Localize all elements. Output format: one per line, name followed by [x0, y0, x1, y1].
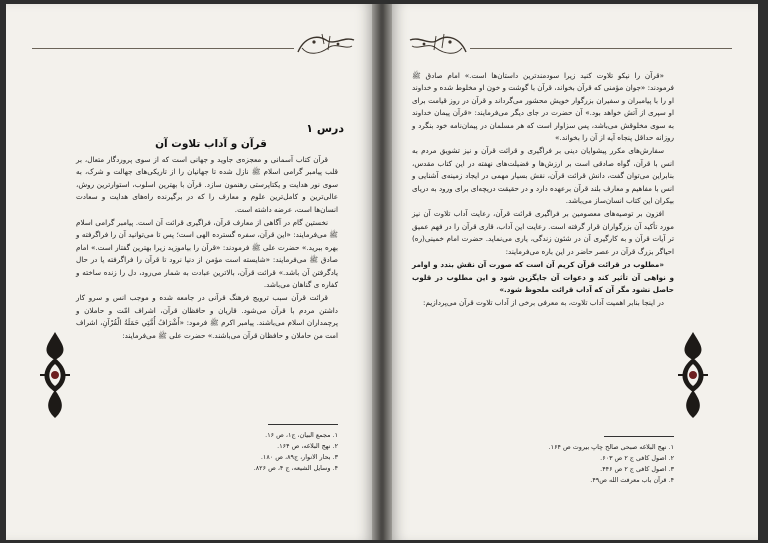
footnote: ۲. اصول کافی ج ۲ ص ۶۰۳. — [600, 454, 674, 462]
right-page — [392, 4, 758, 540]
footnote: ۳. اصول کافی ج ۲ ص ۴۴۶. — [600, 465, 674, 473]
paragraph: نخستین گام در آگاهی از معارف قرآن، فراگیری قرائت آن است. پیامبر گرامی اسلام ﷺ می‌فرمایند: «این قرآن، سفره گسترده الهی است؛ پس تا می‌توانید آن را فراگرفته و بهره ببرید.» حضرت علی ﷺ فرمودند: «قرآن را بیاموزید زیرا بهترین گفتار است.» امام صادق ﷺ می‌فرمایند: «شایسته است مؤمن از دنیا نرود تا قرآن را فراگرفته یا در حال یادگرفتن آن باشد.» قرائت قرآن، بالاترین عبادت به شمار می‌رود، دل را زنده ساخته و کفاره ی گناهان می‌باشد. — [76, 218, 338, 290]
calligraphy-header-ornament — [406, 30, 470, 60]
footnote-rule — [604, 436, 674, 437]
book-gutter — [372, 4, 392, 540]
footnote: ۴. قرآن باب معرفت الله ص۴۹. — [590, 476, 674, 484]
header-rule — [32, 48, 294, 49]
lesson-number: درس ۱ — [306, 122, 344, 135]
left-footnotes — [166, 430, 338, 474]
floral-margin-ornament — [676, 330, 710, 420]
calligraphy-header-ornament — [294, 30, 358, 60]
bold-quote: «مطلوب در قرائت قرآن کریم آن است که صورت آن نقش بندد و اوامر و نواهی آن تأثیر کند و دعوات آن جایگزین شود و این مطلوب در قلوب حاصل نشود مگر آن که آداب قرائت ملحوظ شود.» — [412, 260, 674, 294]
paragraph: قرائت قرآن سبب ترویج فرهنگ قرآنی در جامعه شده و موجب انس و سرو کار داشتن مردم با قرآن می‌شود. قاریان و حافظان قرآن، اشراف امّت و حاملان و پرچمداران اسلام می‌باشند. پیامبر اکرم ﷺ فرمود: «أَشْرَافُ أُمَّتِي حَمَلَةُ الْقُرْآنِ، اشراف امت من حاملان و حافظان قرآن می‌باشند.» حضرت علی ﷺ می‌فرمایند: — [76, 293, 338, 340]
left-body-text — [76, 154, 338, 343]
lesson-title: قرآن و آداب تلاوت آن — [155, 138, 267, 150]
right-body-text — [412, 70, 674, 311]
footnote: ۱. مجمع البیان، ج۱، ص ۱۶. — [265, 431, 338, 439]
footnote-rule — [268, 424, 338, 425]
left-page — [6, 4, 372, 540]
footnote: ۴. وسایل الشیعه، ج ۴، ص ۸۲۶. — [253, 464, 338, 472]
right-footnotes — [502, 442, 674, 486]
header-rule — [470, 48, 732, 49]
paragraph: سفارش‌های مکرر پیشوایان دینی بر فراگیری و قرائت قرآن و نیز تشویق مردم به انس با قرآن، گواه صادقی است بر ارزش‌ها و فضیلت‌های نهفته در این کتاب مقدس، بنابراین می‌توان گفت، دانش قرائت قرآن، نقش بسیار مهمی در ایجاد زمینه‌ی آشنایی و انس با مفاهیم و معارف بلند قرآن برعهده دارد و در حقیقت دریچه‌ای برای ورود به دریای بیکران این کتاب انسان‌ساز می‌باشد. — [412, 146, 674, 206]
paragraph: قرآن کتاب آسمانی و معجزه‌ی جاوید و جهانی است که از سوی پروردگار متعال، بر قلب پیامبر گرامی اسلام ﷺ نازل شده تا جهانیان را از تاریکی‌های جهالت و شرک، به سوی نور هدایت و یکتاپرستی رهنمون سازد. قرآن با بهترین اسلوب، استوارترین روش، عالی‌ترین و کامل‌ترین علوم و معارف را که در برگیرنده راه‌های هدایت و سعادت انسان‌ها است، عرضه داشته است. — [76, 155, 338, 214]
footnote: ۱. نهج البلاغه صبحی صالح چاپ بیروت ص ۱۶۴. — [548, 443, 674, 451]
floral-margin-ornament — [38, 330, 72, 420]
footnote: ۲. نهج البلاغه، ص ۱۶۴. — [277, 442, 338, 450]
paragraph: «قرآن را نیکو تلاوت کنید زیرا سودمندترین داستان‌ها است.» امام صادق ﷺ فرمودند: «جوان مؤمنی که قرآن بخواند، قرآن با گوشت و خون او مخلوط شده و خداوند او را با پیامبران و سفیران بزرگوار خویش محشور می‌گرداند و قرآن در روز قیامت برای او سپری از آتش خواهد بود.» آن حضرت در جای دیگر می‌فرمایند: «قرآن پیمان خداوند به سوی مخلوقش می‌باشد، پس سزاوار است که هر مسلمان در پیمان‌نامه خود بنگرد و روزانه حداقل پنجاه آیه از آن را بخواند.» — [412, 71, 674, 143]
footnote: ۳. بحار الانوار، ج۸۹، ص ۱۸۰. — [260, 453, 338, 461]
paragraph: در اینجا بنابر اهمیت آداب تلاوت، به معرفی برخی از آداب تلاوت قرآن می‌پردازیم: — [423, 298, 664, 308]
paragraph: افزون بر توصیه‌های معصومین بر فراگیری قرائت قرآن، رعایت آداب تلاوت آن نیز مورد تأکید آن بزرگواران قرار گرفته است. رعایت این آداب، قاری قرآن را در فهم عمیق تر آیات قرآن و به کارگیری آن در شئون زندگی، یاری می‌نماید. حضرت امام خمینی(ره) احیاگر بزرگ قرآن در عصر حاضر در این باره می‌فرمایند: — [412, 209, 674, 256]
